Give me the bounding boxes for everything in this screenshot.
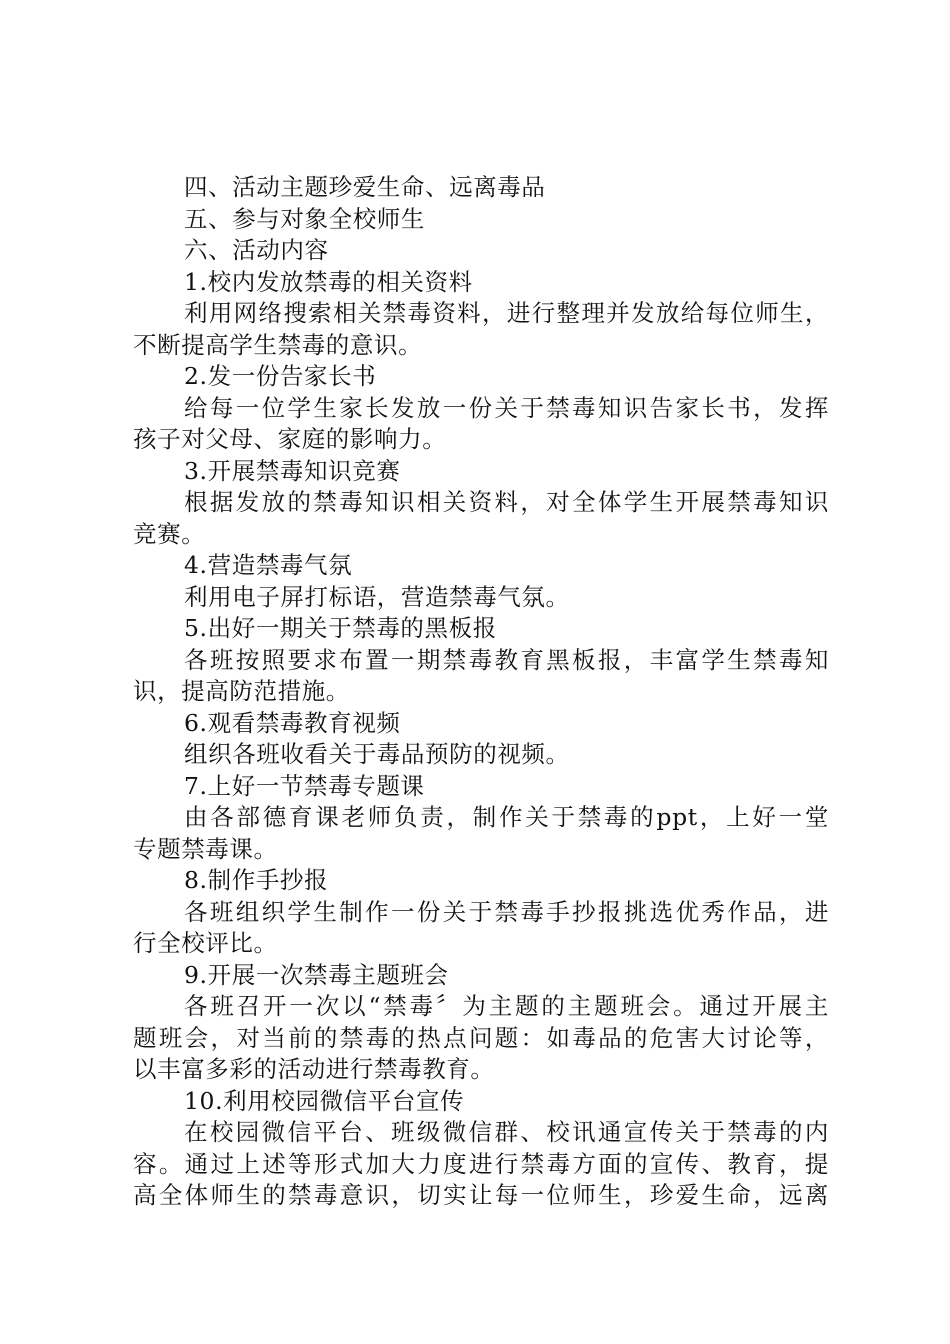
text-line: 识，提高防范措施。 [133, 677, 350, 705]
text-line: 在校园微信平台、班级微信群、校讯通宣传关于禁毒的内 [184, 1118, 829, 1146]
text-line: 2.发一份告家长书 [184, 362, 377, 390]
text-line: 3.开展禁毒知识竞赛 [184, 456, 401, 485]
text-line: 不断提高学生禁毒的意识。 [133, 330, 423, 359]
text-line: 4.营造禁毒气氛 [184, 551, 353, 579]
text-line: 四、活动主题珍爱生命、远离毒品 [184, 173, 546, 201]
text-line: 利用网络搜索相关禁毒资料，进行整理并发放给每位师生， [184, 299, 829, 327]
text-line: 利用电子屏打标语，营造禁毒气氛。 [184, 582, 570, 611]
text-line: 行全校评比。 [133, 929, 278, 957]
text-line: 8.制作手抄报 [184, 866, 329, 894]
text-line: 高全体师生的禁毒意识，切实让每一位师生，珍爱生命，远离 [133, 1181, 829, 1209]
text-line: 专题禁毒课。 [133, 834, 278, 863]
text-line: 六、活动内容 [184, 236, 329, 264]
text-line: 组织各班收看关于毒品预防的视频。 [184, 740, 570, 768]
text-line: 由各部德育课老师负责，制作关于禁毒的ppt，上好一堂 [184, 803, 829, 831]
text-line: 1.校内发放禁毒的相关资料 [184, 267, 473, 296]
text-line: 10.利用校园微信平台宣传 [184, 1086, 465, 1115]
text-line: 各班按照要求布置一期禁毒教育黑板报，丰富学生禁毒知 [184, 645, 829, 674]
document-body [133, 172, 829, 1212]
text-line: 各班召开一次以“禁毒〞为主题的主题班会。通过开展主 [184, 992, 829, 1020]
text-line: 7.上好一节禁毒专题课 [184, 771, 425, 800]
text-line: 题班会，对当前的禁毒的热点问题：如毒品的危害大讨论等， [133, 1023, 829, 1052]
text-line: 6.观看禁毒教育视频 [184, 708, 401, 737]
text-line: 竞赛。 [133, 519, 206, 548]
text-line: 孩子对父母、家庭的影响力。 [133, 425, 447, 453]
text-line: 5.出好一期关于禁毒的黑板报 [184, 614, 497, 642]
text-line: 给每一位学生家长发放一份关于禁毒知识告家长书，发挥 [184, 393, 829, 422]
text-line: 根据发放的禁毒知识相关资料，对全体学生开展禁毒知识 [184, 488, 829, 516]
text-line: 以丰富多彩的活动进行禁毒教育。 [133, 1055, 495, 1083]
text-line: 9.开展一次禁毒主题班会 [184, 960, 449, 989]
text-line: 容。通过上述等形式加大力度进行禁毒方面的宣传、教育，提 [133, 1149, 829, 1178]
text-line: 各班组织学生制作一份关于禁毒手抄报挑选优秀作品，进 [184, 897, 829, 926]
text-line: 五、参与对象全校师生 [184, 204, 425, 233]
